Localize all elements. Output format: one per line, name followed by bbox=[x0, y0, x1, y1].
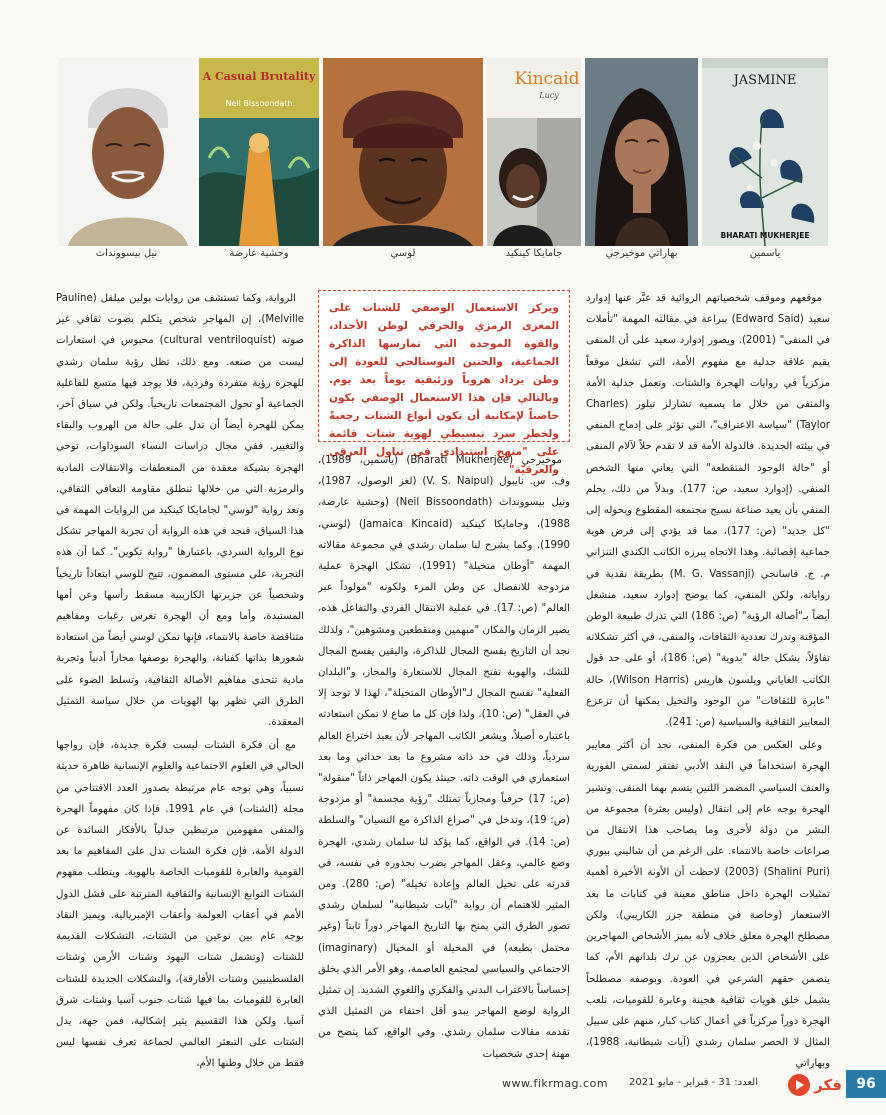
kincaid-cover-subtitle: Lucy bbox=[539, 91, 559, 100]
paragraph: موخيرجي (Bharati Mukherjee) (ياسمين، 1989)، وف. س. نايبول (V. S. Naipul) (لغز الوصول، 1987)، ونيل بيسوونداث (Neil Bissoondath) (وحشية عارضة، 1988)، وجامايكا كينكيد (Jamaica Kincaid) (لوسي، 1990). وكما يشرح لنا سلمان رشدي في مجموعة مقالاته المهمة "أوطان متخيلة" (1991)، تشكل الهجرة عملية مزدوجة للانفصال عن وطن المرء ولكونه "مولوداً عبر العالم" (ص: 17). في عملية الانتقال الفردي والتفاعل هذه، يصير الزمان والمكان "مبهمين ومتقطعين ومشوهين"، ولذلك نجد أن التاريخ يفسح المجال للذاكرة، واليقين يفسح المجال للشك، والهوية تفتح المجال للاستعارة والمجاز، و"البلدان الفعلية" تفسح المجال لـ"الأوطان المتخيلة"، لهذا لا توجد إلا في العقل" (ص: 10). ولذا فإن كل ما ضاع لا تمكن استعادته باعتباره أصيلاً، ويشعر الكاتب المهاجر لأن يعيد اختراع العالم سردياً، وذلك في حد ذاته مشروع ما بعد حداثي وما بعد استعماري في الوقت ذاته. حينئذ يكون المهاجر ذاتاً "منقولة" (ص: 17) حرفياً ومجازياً تمتلك "رؤية مجسمة" أو مزدوجة (ص: 19)، وتدخل في "صراع الذاكرة مع النسيان" والسلطة (ص: 14). في الواقع، كما يؤكد لنا سلمان رشدي، الهجرة وضع عالمي، وعقل المهاجر يضرب بجذوره في نفسه، في قدرته على تخيل العالم وإعادة تخيله" (ص: 280). ومن المثير للاهتمام أن رواية "آيات شيطانية" لسلمان رشدي تصور الطرق التي يمنح بها التاريخ المهاجر دوراً ثابتاً (وغير محتمل بطبعه) في المخيلة أو المخيال (imaginary) الاجتماعي والسياسي لمجتمع العاصمة، وهو الأمر الذي يخلق إحساساً بالاغتراب البدني والفكري واللغوي الشديد. إن تمثيل الرواية لوضع المهاجر يبدو أقل احتفاء من التمثيل الذي تقدمه مقالات سلمان رشدي. وفي الواقع، كما يتضح من مهنة إحدى شخصيات bbox=[318, 455, 570, 1060]
paragraph: موقعهم وموقف شخصياتهم الروائية قد عبَّر عنها إدوارد سعيد (Edward Said) ببراعة في مقالته المهمة "تأملات في المنفى" (2001). ويصور إدوارد سعيد على أن المنفى يقيم علاقة جدلية مع مفهوم الأمة، التي تشغل موقعاً مركزياً في روايات الهجرة والشتات. وتعمل جدلية الأمة والمنفى من خلال ما يسميه تشارلز تيلور (Charles Taylor) "سياسة الاعتراف"، التي تؤثر على إدماج المنفي في بيئته الجديدة. فالدولة الأمة قد لا تقدم حلاً لآلام المنفى أو "حالة الوجود المتقطعة" التي يعاني منها الشخص المنفي. (إدوارد سعيد، ص: 177). وبدلاً من ذلك، يحلم المنفي بأن يعيد صناعة نسيج مجتمعه المقطوع ويحوله إلى "كل جديد" (ص: 177)، مما قد يؤدي إلى فرض هوية جماعية إقصائية. وهذا الاتجاه يبرزه الكاتب الكندي التنزاني م. ج. فاسانجي (M. G. Vassanji) بطريقة نقدية في رواياته. ولكن المنفي، كما يوضح إدوارد سعيد، منشغل أيضاً بـ"أصالة الرؤية" (ص: 186) التي تدرك طبيعة الوطن المؤقتة وتدرك تعددية الثقافات، والمنفى، في أكثر تشكلاته تفاؤلاً، يشكل حالة "بدوية" (ص: 186)، أو على حد قول الكاتب الغاياني ويلسون هاريس (Wilson Harris)، حالة "عابرة للثقافات" من الوجود والتخيل يمكنها أن تزعزع المعايير الثقافية والسياسية (ص: 241). bbox=[586, 293, 830, 729]
website-link[interactable]: www.fikrmag.com bbox=[502, 1077, 609, 1090]
caption-lucy: لوسي bbox=[390, 248, 416, 259]
casual-brutality-cover-title: A Casual Brutality bbox=[202, 70, 316, 83]
play-icon bbox=[788, 1074, 810, 1096]
casual-brutality-book-cover bbox=[199, 58, 319, 246]
paragraph: مع أن فكرة الشتات ليست فكرة جديدة، فإن رواجها الحالي في العلوم الاجتماعية والعلوم الإنسانية ظاهرة حديثة نسبياً، وهي بوجه عام مرتبطة بصدور العدد الافتتاحي من مجلة (الشتات) في عام 1991. فإذا كان مفهوماً الهجرة والمنفى مفهومين مرتبطين جدلياً بالأفكار السائدة عن الدولة الأمة، فإن فكرة الشتات تدل على المفاهيم ما بعد القومية والعابرة للقوميات الخاصة بالهوية. ويتطلب مفهوم الشتات التوابع الإنسانية والثقافية المترتبة على فشل الدول الأمم في أعقاب العولمة وأعقاب الإمبريالية. ويميز النقاد بوجه عام بين نوعين من الشتات، التشكلات القديمة للشتات (وتشمل شتات اليهود وشتات الأرمن وشتات الفلسطينيين وشتات الأفارقة)، والتشكلات الجديدة للشتات العابرة للقوميات بما فيها شتات جنوب آسيا وشتات شرق آسيا. ولكن هذا التقسيم يثير إشكالية، فمن جهة، يدل الشتات على التبعثر العالمي لجماعة تعرف نفسها ليس فقط من خلال وطنها الأم، bbox=[56, 740, 304, 1070]
page-footer bbox=[0, 1070, 886, 1102]
article-column-right bbox=[586, 288, 830, 1078]
jasmine-cover-title: JASMINE bbox=[733, 73, 797, 88]
caption-kincaid: جامايكا كينكيد bbox=[505, 248, 563, 259]
jasmine-book-cover bbox=[702, 58, 828, 246]
issue-info: العدد: 31 - فبراير - مايو 2021 bbox=[629, 1077, 758, 1088]
magazine-logo bbox=[788, 1073, 842, 1097]
page-number: 96 bbox=[846, 1070, 886, 1098]
neil-portrait-photo bbox=[58, 58, 195, 246]
jasmine-cover-author: BHARATI MUKHERJEE bbox=[720, 231, 810, 240]
caption-jasmine: ياسمين bbox=[749, 248, 781, 259]
paragraph: وعلى العكس من فكرة المنفى، نجد أن أكثر معايير الهجرة استخداماً في النقد الأدبي تفتقر لسمتي الفورية والعنف السياسي المضمر اللتين يتسم بهما المنفى. وتشير الهجرة بوجه عام إلى انتقال (وليس بعثرة) مجموعة من البشر من دولة لأخرى وما يصاحب هذا الانتقال من صراعات خاصة بالانتماء. على الرغم من أن شاليني بيوري (Shalini Puri) (2003) لاحظت أن الأونة الأخيرة أهمية تمثيلات الهجرة داخل مناطق معينة في كتابات ما بعد الاستعمار (وخاصة في منطقة جزر الكاريبي). ولكن مصطلح الهجرة معلق خلاف لأنه يميز الأشخاص المهاجرين على الأشخاص الذين يعجزون عن ترك بلدانهم الأم، كما يتضمن حقهم الشرعي في العودة. وبوصفه مصطلحاً يشمل خلق هويات ثقافية هجينة وعابرة للقوميات، تلعب الهجرة دوراً مركزياً في أعمال كتاب كبار، منهم على سبيل المثال لا الحصر سلمان رشدي (آيات شيطانية، 1988)، وبهاراتي bbox=[586, 740, 830, 1070]
lucy-portrait-photo bbox=[323, 58, 483, 246]
pull-quote: ويركز الاستعمال الوصفي للشتات على المغزى الرمزي والحرفي لوطن الأجداد، والقوة الموحدة التي تمارسها الذاكرة الجماعية، والحنين النوستالجي للعودة إلى وطن يزداد هروباً وزئبقية يوماً بعد يوم. وبالتالي فإن هذا الاستعمال الوصفي يكون حاضناً لإمكانية أن تكون أنواع الشتات رجعيةً ولخطر سرد تبسيطي لهوية شتات قائمة على "منهج استبدادي في تناول العرقي والعرقيّة" bbox=[318, 290, 570, 442]
paragraph: الرواية، وكما تستشف من روايات بولين ميلفل (Pauline Melville)، إن المهاجر شخص يتكلم بصوت ثقافي غير صوته (cultural ventriloquist) محبوس في استعارات ليست من صنعه. ومع ذلك، تظل رؤية سلمان رشدي للهجرة رؤية متفردة وفردية، فلا يوجد فيها متسع للفاعلية الجماعية أو تحول المجتمعات تاريخياً. ولكن في سياق آخر، يمكن للهجرة أيضاً أن تدل على حالة من الهروب والبقاء والتغيير. ففي مجال دراسات النساء السوداوات، توحي الهجرة بشبكة معقدة من المنعطفات والانتقالات المادية والرمزية التي من خلالها تنطلق مقاومة التعافي الثقافي. وتعد رواية "لوسي" لجامايكا كينكيد من الروايات المهمة في هذا السياق، فنجد في هذه الرواية أن تجربة المهاجر تشكل نوع الرواية السردي، باعتبارها "رواية تكوين". كما أن هذه التجربة، على مستوى المضمون، تتيح للوسي ابتعاداً تاريخياً وشخصياً عن جزيرتها الكاريبية مسقط رأسها وعن أمها المستبدة، وأما ومع أن الهجرة تغرس رغبات ومفاهيم متناقضة خاصة بالانتماء، فإنها تمكن لوسي أيضاً من استعادة شعورها بذاتها كفنانة، والهجرة بوصفها مجازاً أدبياً وتجربة مادية تتحدى مفاهيم الأصالة الثقافية، وتسلط الضوء على الطرق التي تظهر بها الهويات من خلال سياسة التمثيل المعقدة. bbox=[56, 293, 304, 729]
kincaid-cover-title: Kincaid bbox=[514, 69, 580, 89]
article-column-middle bbox=[318, 450, 570, 1080]
photo-strip bbox=[58, 58, 828, 246]
casual-brutality-cover-author: Neil Bissoondath bbox=[225, 99, 293, 108]
caption-bharati: بهاراتي موخيرجي bbox=[605, 248, 678, 259]
magazine-name: فكر bbox=[814, 1076, 842, 1094]
kincaid-book-cover bbox=[487, 58, 581, 246]
bharati-portrait-photo bbox=[585, 58, 698, 246]
caption-neil: نيل بيسوونداث bbox=[95, 248, 158, 259]
photo-captions bbox=[58, 248, 828, 264]
caption-casual-brutality: وحشية عارضة bbox=[229, 248, 289, 259]
article-column-left bbox=[56, 288, 304, 1078]
